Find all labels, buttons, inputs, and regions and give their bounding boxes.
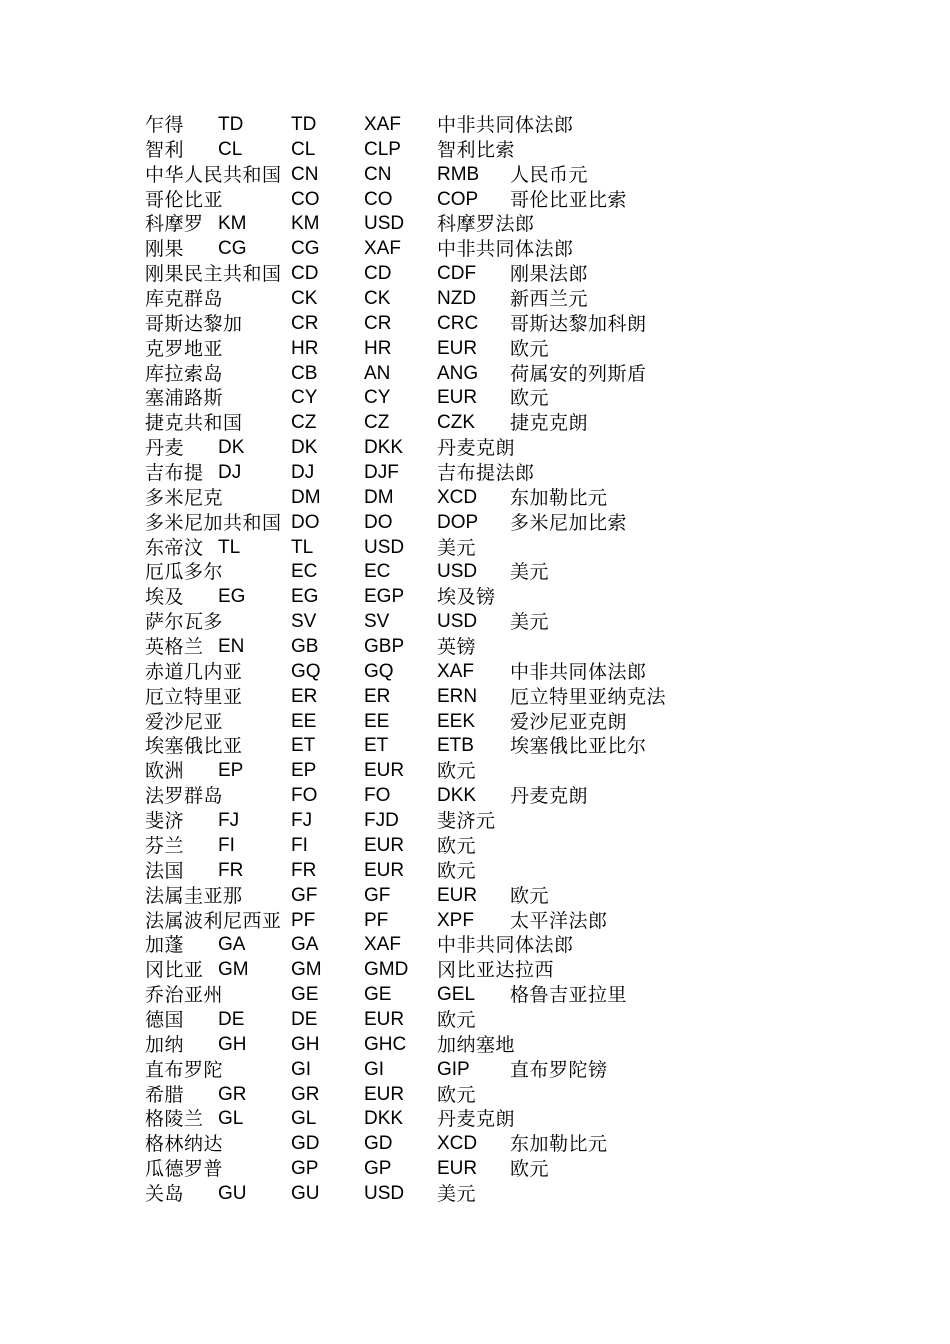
currency-code: DKK: [364, 437, 404, 459]
list-row: [145, 610, 925, 635]
currency-code: XAF: [364, 934, 401, 956]
currency-code: EUR: [437, 1158, 478, 1180]
country-name: 库拉索岛: [145, 362, 224, 385]
currency-code: USD: [437, 561, 478, 583]
code-b: GF: [364, 884, 391, 906]
country-name: 法国: [145, 859, 185, 882]
code-a: CN: [291, 163, 319, 185]
currency-name: 埃塞俄比亚比尔: [510, 735, 647, 758]
list-row: [145, 859, 925, 884]
currency-name: 欧元: [510, 387, 550, 410]
code-a: GM: [218, 959, 249, 981]
code-a: EC: [291, 561, 318, 583]
code-a: DO: [291, 511, 320, 533]
code-a: DK: [218, 437, 245, 459]
currency-name: 荷属安的列斯盾: [510, 362, 647, 385]
code-b: EC: [364, 561, 391, 583]
code-a: HR: [291, 337, 319, 359]
code-a: CY: [291, 387, 318, 409]
currency-code: CDF: [437, 263, 477, 285]
country-name: 萨尔瓦多: [145, 611, 224, 634]
code-a: SV: [291, 611, 317, 633]
code-a: EN: [218, 636, 245, 658]
currency-code: XCD: [437, 1133, 478, 1155]
currency-name: 英镑: [437, 636, 477, 659]
country-name: 瓜德罗普: [145, 1158, 224, 1181]
code-b: CG: [291, 238, 320, 260]
currency-code: GHC: [364, 1033, 407, 1055]
code-b: GM: [291, 959, 322, 981]
country-name: 欧洲: [145, 760, 185, 783]
code-a: ER: [291, 685, 318, 707]
code-a: GL: [218, 1108, 244, 1130]
currency-name: 丹麦克朗: [437, 437, 516, 460]
currency-code: EUR: [364, 760, 405, 782]
country-name: 中华人民共和国: [145, 163, 282, 186]
currency-name: 中非共同体法郎: [437, 238, 574, 261]
currency-name: 美元: [437, 1182, 477, 1205]
code-b: HR: [364, 337, 392, 359]
currency-code: GMD: [364, 959, 409, 981]
code-a: EE: [291, 710, 317, 732]
country-name: 埃及: [145, 586, 185, 609]
code-a: ET: [291, 735, 316, 757]
code-b: DO: [364, 511, 393, 533]
code-a: EG: [218, 586, 246, 608]
currency-name: 欧元: [437, 1083, 477, 1106]
currency-name: 人民币元: [510, 163, 589, 186]
list-row: [145, 1058, 925, 1083]
code-b: CK: [364, 288, 391, 310]
code-a: DJ: [218, 462, 242, 484]
code-a: GH: [218, 1033, 247, 1055]
code-a: EP: [218, 760, 244, 782]
country-name: 多米尼克: [145, 486, 224, 509]
list-row: [145, 461, 925, 486]
list-row: [145, 710, 925, 735]
currency-name: 欧元: [437, 760, 477, 783]
list-row: [145, 237, 925, 262]
code-a: CK: [291, 288, 318, 310]
code-b: GP: [364, 1158, 392, 1180]
currency-name: 美元: [437, 536, 477, 559]
country-name: 爱沙尼亚: [145, 710, 224, 733]
list-row: [145, 1008, 925, 1033]
code-a: GD: [291, 1133, 320, 1155]
currency-code: ETB: [437, 735, 474, 757]
currency-code: XAF: [364, 238, 401, 260]
country-name: 塞浦路斯: [145, 387, 224, 410]
currency-code: FJD: [364, 810, 399, 832]
currency-name: 丹麦克朗: [510, 785, 589, 808]
code-a: GP: [291, 1158, 319, 1180]
currency-code: EUR: [437, 884, 478, 906]
currency-name: 爱沙尼亚克朗: [510, 710, 628, 733]
currency-code: EEK: [437, 710, 476, 732]
currency-name: 直布罗陀镑: [510, 1058, 608, 1081]
country-name: 希腊: [145, 1083, 185, 1106]
code-b: GU: [291, 1182, 320, 1204]
list-row: [145, 585, 925, 610]
code-a: CL: [218, 138, 243, 160]
list-row: [145, 337, 925, 362]
currency-code: XCD: [437, 486, 478, 508]
currency-name: 丹麦克朗: [437, 1108, 516, 1131]
currency-code: EUR: [364, 1008, 405, 1030]
currency-code: DKK: [364, 1108, 404, 1130]
code-b: EE: [364, 710, 390, 732]
list-row: [145, 312, 925, 337]
code-b: GB: [291, 636, 319, 658]
country-name: 丹麦: [145, 437, 185, 460]
currency-name: 埃及镑: [437, 586, 496, 609]
code-a: CZ: [291, 412, 317, 434]
code-a: CG: [218, 238, 247, 260]
list-row: [145, 734, 925, 759]
code-b: CR: [364, 312, 392, 334]
country-name: 芬兰: [145, 834, 185, 857]
code-b: DM: [364, 486, 394, 508]
code-a: GF: [291, 884, 318, 906]
country-name: 格林纳达: [145, 1133, 224, 1156]
code-b: FI: [291, 834, 308, 856]
country-name: 法罗群岛: [145, 785, 224, 808]
country-name: 英格兰: [145, 636, 204, 659]
currency-name: 哥伦比亚比索: [510, 188, 628, 211]
currency-code: EGP: [364, 586, 405, 608]
currency-code: DOP: [437, 511, 479, 533]
currency-code: GBP: [364, 636, 405, 658]
list-row: [145, 411, 925, 436]
country-name: 埃塞俄比亚: [145, 735, 243, 758]
currency-name: 新西兰元: [510, 288, 589, 311]
code-b: ET: [364, 735, 389, 757]
code-b: FR: [291, 859, 317, 881]
country-name: 乔治亚州: [145, 984, 224, 1007]
list-row: [145, 1107, 925, 1132]
code-a: GQ: [291, 660, 321, 682]
currency-code: CRC: [437, 312, 479, 334]
list-row: [145, 362, 925, 387]
list-row: [145, 212, 925, 237]
country-name: 斐济: [145, 810, 185, 833]
code-b: ER: [364, 685, 391, 707]
currency-name: 美元: [510, 561, 550, 584]
currency-name: 智利比索: [437, 138, 516, 161]
currency-code: EUR: [437, 337, 478, 359]
currency-name: 美元: [510, 611, 550, 634]
currency-code: EUR: [364, 1083, 405, 1105]
code-b: KM: [291, 213, 320, 235]
currency-code: EUR: [437, 387, 478, 409]
currency-code: USD: [364, 213, 405, 235]
list-row: [145, 1182, 925, 1207]
list-row: [145, 809, 925, 834]
code-a: DM: [291, 486, 321, 508]
country-name: 厄瓜多尔: [145, 561, 224, 584]
code-a: GI: [291, 1058, 312, 1080]
code-a: GE: [291, 984, 319, 1006]
code-a: FO: [291, 785, 318, 807]
country-name: 捷克共和国: [145, 412, 243, 435]
currency-name: 欧元: [437, 859, 477, 882]
currency-name: 欧元: [510, 1158, 550, 1181]
currency-name: 太平洋法郎: [510, 909, 608, 932]
code-a: TD: [218, 114, 244, 135]
list-row: [145, 660, 925, 685]
country-name: 刚果民主共和国: [145, 263, 282, 286]
currency-name: 厄立特里亚纳克法: [510, 685, 667, 708]
code-b: EP: [291, 760, 317, 782]
currency-code: CZK: [437, 412, 475, 434]
list-row: [145, 536, 925, 561]
code-b: AN: [364, 362, 391, 384]
country-name: 加蓬: [145, 934, 185, 957]
code-a: FI: [218, 834, 235, 856]
currency-name: 东加勒比元: [510, 1133, 608, 1156]
list-row: [145, 884, 925, 909]
list-row: [145, 759, 925, 784]
country-name: 多米尼加共和国: [145, 511, 282, 534]
country-name: 克罗地亚: [145, 337, 224, 360]
code-b: GD: [364, 1133, 393, 1155]
list-row: [145, 685, 925, 710]
code-a: DE: [218, 1008, 245, 1030]
code-b: DE: [291, 1008, 318, 1030]
list-row: [145, 163, 925, 188]
code-b: CZ: [364, 412, 390, 434]
code-b: GQ: [364, 660, 394, 682]
list-row: [145, 386, 925, 411]
currency-code: USD: [437, 611, 478, 633]
currency-code: DKK: [437, 785, 477, 807]
country-name: 智利: [145, 138, 185, 161]
country-name: 刚果: [145, 238, 185, 261]
code-b: GA: [291, 934, 319, 956]
currency-name: 中非共同体法郎: [510, 660, 647, 683]
country-name: 哥伦比亚: [145, 188, 224, 211]
country-name: 直布罗陀: [145, 1058, 224, 1081]
code-b: GE: [364, 984, 392, 1006]
code-b: TL: [291, 536, 314, 558]
code-a: FJ: [218, 810, 240, 832]
country-name: 冈比亚: [145, 959, 204, 982]
list-row: [145, 1083, 925, 1108]
code-b: GR: [291, 1083, 320, 1105]
currency-name: 吉布提法郎: [437, 462, 535, 485]
code-a: CD: [291, 263, 319, 285]
currency-name: 多米尼加比索: [510, 511, 628, 534]
list-row: [145, 486, 925, 511]
list-row: [145, 436, 925, 461]
country-name: 库克群岛: [145, 288, 224, 311]
currency-name: 斐济元: [437, 810, 496, 833]
code-b: PF: [364, 909, 389, 931]
list-row: [145, 958, 925, 983]
currency-code: USD: [364, 1182, 405, 1204]
code-a: GR: [218, 1083, 247, 1105]
currency-code: NZD: [437, 288, 477, 310]
list-row: [145, 188, 925, 213]
list-row: [145, 784, 925, 809]
code-b: CD: [364, 263, 392, 285]
currency-code: GIP: [437, 1058, 470, 1080]
currency-name: 欧元: [437, 1008, 477, 1031]
country-name: 格陵兰: [145, 1108, 204, 1131]
code-a: CR: [291, 312, 319, 334]
list-row: [145, 1033, 925, 1058]
currency-name: 加纳塞地: [437, 1033, 516, 1056]
country-name: 加纳: [145, 1033, 185, 1056]
country-name: 赤道几内亚: [145, 660, 243, 683]
code-b: DJ: [291, 462, 315, 484]
list-row: [145, 113, 925, 138]
currency-name: 格鲁吉亚拉里: [510, 984, 628, 1007]
currency-code: EUR: [364, 859, 405, 881]
currency-code: ERN: [437, 685, 478, 707]
country-name: 厄立特里亚: [145, 685, 243, 708]
code-a: CB: [291, 362, 318, 384]
code-a: GA: [218, 934, 246, 956]
currency-name: 哥斯达黎加科朗: [510, 312, 647, 335]
currency-name: 捷克克朗: [510, 412, 589, 435]
country-name: 科摩罗: [145, 213, 204, 236]
list-row: [145, 1132, 925, 1157]
currency-name: 科摩罗法郎: [437, 213, 535, 236]
code-b: FO: [364, 785, 391, 807]
list-row: [145, 909, 925, 934]
currency-code: COP: [437, 188, 479, 210]
code-b: CY: [364, 387, 391, 409]
code-b: DK: [291, 437, 318, 459]
code-b: FJ: [291, 810, 313, 832]
country-name: 乍得: [145, 114, 185, 136]
country-currency-list: [145, 113, 925, 1207]
list-row: [145, 1157, 925, 1182]
code-b: CL: [291, 138, 316, 160]
code-a: FR: [218, 859, 244, 881]
list-row: [145, 511, 925, 536]
country-name: 法属波利尼西亚: [145, 909, 282, 932]
code-a: GU: [218, 1182, 247, 1204]
currency-name: 东加勒比元: [510, 486, 608, 509]
currency-code: XAF: [437, 660, 474, 682]
code-b: GI: [364, 1058, 385, 1080]
currency-code: CLP: [364, 138, 401, 160]
list-row: [145, 933, 925, 958]
country-name: 关岛: [145, 1182, 185, 1205]
currency-name: 冈比亚达拉西: [437, 959, 555, 982]
currency-name: 中非共同体法郎: [437, 934, 574, 957]
currency-code: GEL: [437, 984, 476, 1006]
currency-code: EUR: [364, 834, 405, 856]
country-name: 法属圭亚那: [145, 884, 243, 907]
code-b: CN: [364, 163, 392, 185]
currency-name: 刚果法郎: [510, 263, 589, 286]
code-b: EG: [291, 586, 319, 608]
list-row: [145, 287, 925, 312]
code-b: TD: [291, 114, 317, 135]
code-b: SV: [364, 611, 390, 633]
country-name: 德国: [145, 1008, 185, 1031]
code-b: CO: [364, 188, 393, 210]
code-a: CO: [291, 188, 320, 210]
list-row: [145, 262, 925, 287]
currency-code: DJF: [364, 462, 399, 484]
currency-name: 中非共同体法郎: [437, 114, 574, 136]
currency-code: USD: [364, 536, 405, 558]
list-row: [145, 834, 925, 859]
currency-code: ANG: [437, 362, 479, 384]
currency-code: XPF: [437, 909, 474, 931]
currency-code: XAF: [364, 114, 401, 135]
code-b: GL: [291, 1108, 317, 1130]
country-name: 吉布提: [145, 462, 204, 485]
list-row: [145, 635, 925, 660]
currency-code: RMB: [437, 163, 480, 185]
country-name: 东帝汶: [145, 536, 204, 559]
code-b: GH: [291, 1033, 320, 1055]
list-row: [145, 138, 925, 163]
code-a: KM: [218, 213, 247, 235]
code-a: PF: [291, 909, 316, 931]
list-row: [145, 560, 925, 585]
list-row: [145, 983, 925, 1008]
currency-name: 欧元: [437, 834, 477, 857]
currency-name: 欧元: [510, 337, 550, 360]
currency-name: 欧元: [510, 884, 550, 907]
code-a: TL: [218, 536, 241, 558]
country-name: 哥斯达黎加: [145, 312, 243, 335]
